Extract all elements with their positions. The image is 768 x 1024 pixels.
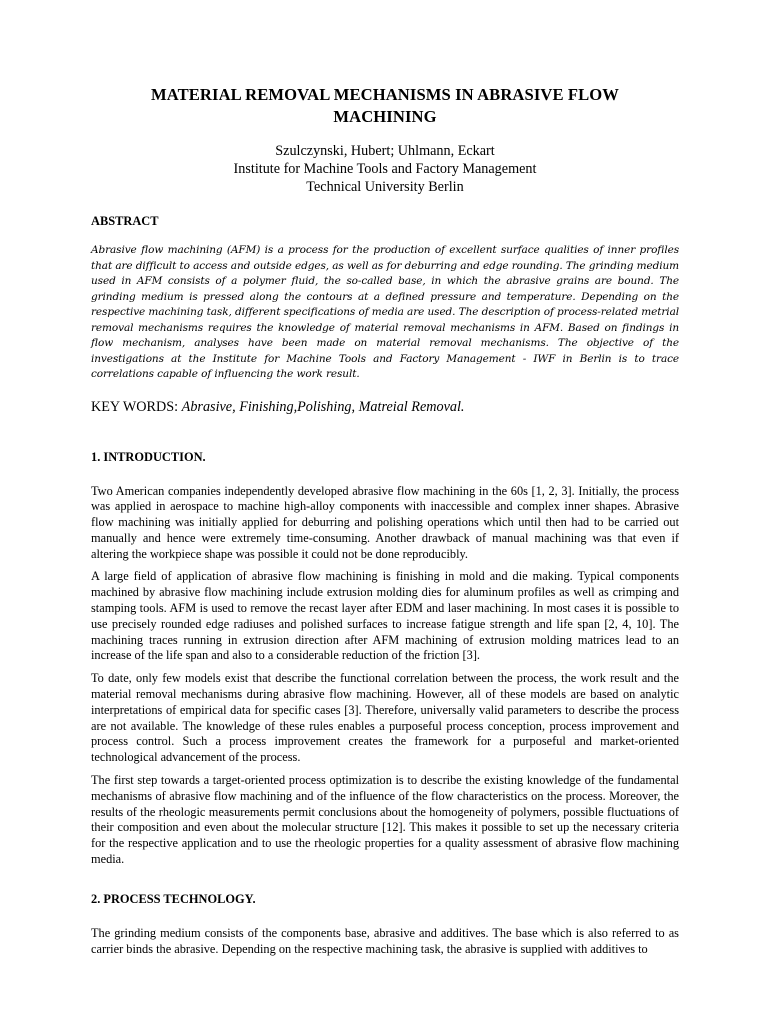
section-heading-introduction: 1. INTRODUCTION. bbox=[91, 449, 206, 464]
title-line-1: MATERIAL REMOVAL MECHANISMS IN ABRASIVE FLOW bbox=[150, 85, 620, 104]
page-content bbox=[91, 84, 679, 957]
paper-title bbox=[91, 84, 679, 128]
title-line-2: MACHINING bbox=[333, 107, 437, 126]
paragraph: The first step towards a target-oriented process optimization is to describe the existing knowledge of the fundamental mechanisms of abrasive flow machining and of the influence of the flow characteristics on the process. Moreover, the results of the rheologic measurements permit conclusions about the homogeneity of polymers, possible fluctuations of their composition and even about the molecular structure [12]. This makes it possible to set up the necessary criteria for the respective application and to use the rheologic properties for a quality assessment of abrasive flow machining media. bbox=[91, 773, 679, 867]
university: Technical University Berlin bbox=[306, 179, 464, 195]
section-heading-process-technology: 2. PROCESS TECHNOLOGY. bbox=[91, 891, 256, 906]
author-block bbox=[91, 142, 679, 196]
paragraph: The grinding medium consists of the components base, abrasive and additives. The base which is also referred to as carrier binds the abrasive. Depending on the respective machining task, the abrasive is supplied with additives to bbox=[91, 925, 679, 956]
keywords-label: KEY WORDS bbox=[91, 398, 175, 415]
paragraph: A large field of application of abrasive flow machining is finishing in mold and die making. Typical components machined by abrasive flow machining include extrusion molding dies for aluminum profiles as well as crimping and stamping tools. AFM is used to remove the recast layer after EDM and laser machining. In most cases it is possible to use precisely rounded edge radiuses and polished surfaces to increase fatigue strength and life span [2, 4, 10]. The machining traces running in extrusion direction after AFM machining of extrusion molding matrices lead to an increase of the life span and also to a considerable reduction of the friction [3]. bbox=[91, 569, 679, 663]
keywords-separator: : bbox=[174, 398, 182, 415]
abstract-heading: ABSTRACT bbox=[91, 214, 159, 228]
affiliation: Institute for Machine Tools and Factory Management bbox=[233, 161, 537, 177]
keywords bbox=[91, 398, 679, 416]
paragraph: Two American companies independently developed abrasive flow machining in the 60s [1, 2, 3]. Initially, the process was applied in aerospace to machine high-alloy components with inaccessible and complex inner shapes. Abrasive flow machining was initially applied for deburring and polishing operations which until then had to be carried out manually and hence were extremely time-consuming. Another drawback of manual machining was that even if altering the workpiece shape was possible it could not be done reproducibly. bbox=[91, 483, 679, 561]
keywords-values: Abrasive, Finishing,Polishing, Matreial Removal. bbox=[181, 398, 465, 415]
authors: Szulczynski, Hubert; Uhlmann, Eckart bbox=[275, 143, 495, 159]
abstract-text: Abrasive flow machining (AFM) is a process for the production of excellent surface qualities of inner profiles that are difficult to access and outside edges, as well as for deburring and edge rounding. The grinding medium used in AFM consists of a polymer fluid, the so-called base, in which the abrasive grains are bound. The grinding medium is pressed along the contours at a defined pressure and temperature. Depending on the respective machining task, different specifications of media are used. The description of process-related metrial removal mechanisms requires the knowledge of material removal mechanisms in AFM. Based on findings in flow mechanism, analyses have been made on material removal mechanisms. The objective of the investigations at the Institute for Machine Tools and Factory Management - IWF in Berlin is to trace correlations capable of influencing the work result. bbox=[91, 244, 679, 380]
paragraph: To date, only few models exist that describe the functional correlation between the process, the work result and the material removal mechanisms during abrasive flow machining. However, all of these models are based on analytic interpretations of empirical data for specific cases [3]. Therefore, universally valid parameters to describe the process are not available. The knowledge of these rules enables a purposeful process conception, process improvement and process control. Such a process improvement creates the framework for a purposeful and market-oriented technological advancement of the process. bbox=[91, 671, 679, 765]
